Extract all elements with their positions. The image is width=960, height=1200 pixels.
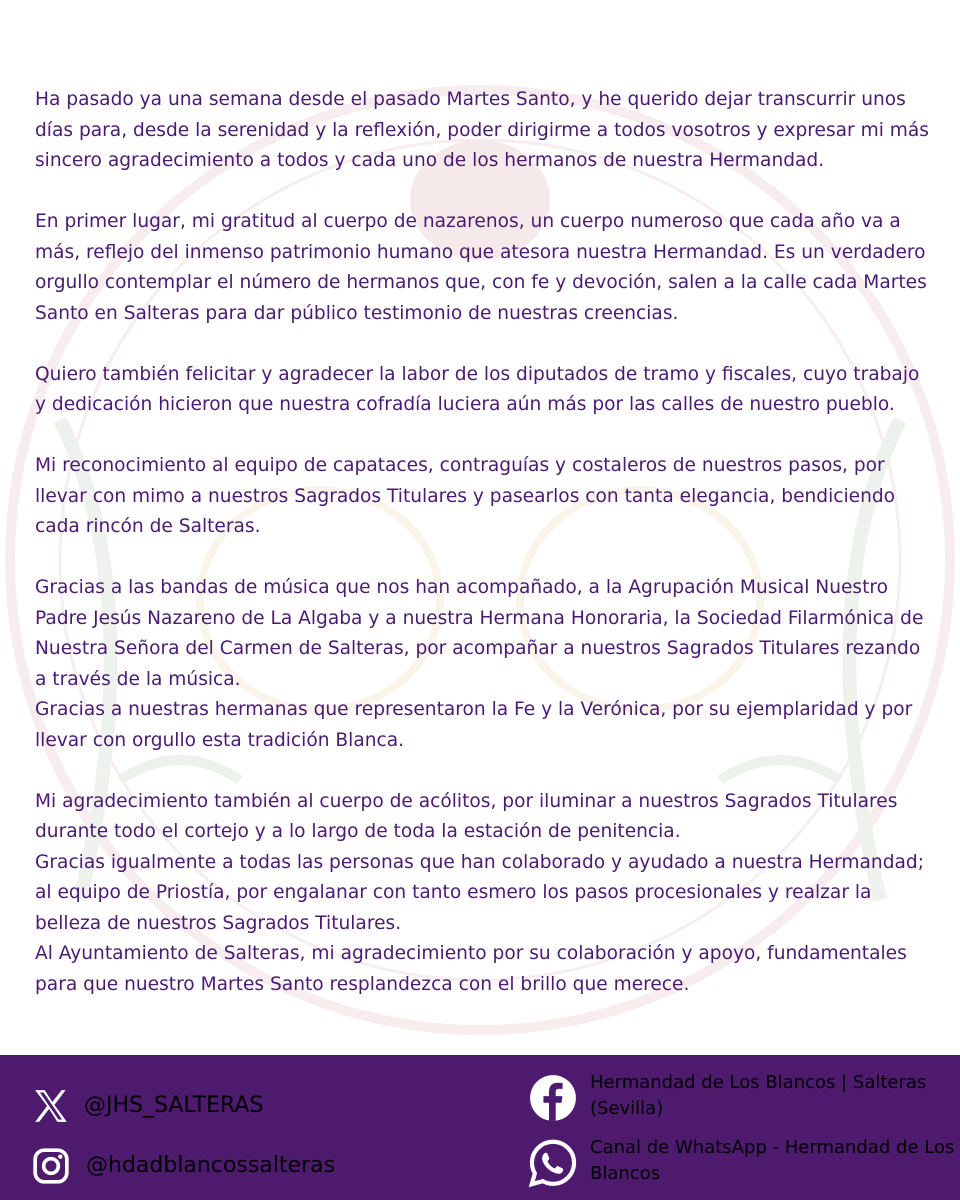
facebook-icon xyxy=(528,1072,578,1124)
paragraph-bandas: Gracias a las bandas de música que nos han acompañado, a la Agrupación Musical Nuestro Padre Jesús Nazareno de La Algaba y a nuestra Hermana Honoraria, la Sociedad Filarmónica de Nuestra Señora del Carmen de Salteras, por acompañar a nuestros Sagrados Titulares rezando a través de la música. xyxy=(35,577,924,690)
paragraph-hermanas: Gracias a nuestras hermanas que representaron la Fe y la Verónica, por su ejemplaridad y por llevar con orgullo esta tradición Blanca. xyxy=(35,699,913,751)
facebook-page-name: Hermandad de Los Blancos | Salteras (Sevilla) xyxy=(590,1072,927,1119)
x-account-link[interactable] xyxy=(30,1085,263,1127)
paragraph-intro: Ha pasado ya una semana desde el pasado Martes Santo, y he querido dejar transcurrir unos días para, desde la serenidad y la reflexión, poder dirigirme a todos vosotros y expresar mi más sincero agradecimiento a todos y cada uno de los hermanos de nuestra Hermandad. xyxy=(35,89,929,171)
paragraph-nazarenos: En primer lugar, mi gratitud al cuerpo de nazarenos, un cuerpo numeroso que cada año va a más, reflejo del inmenso patrimonio humano que atesora nuestra Hermandad. Es un verdadero orgullo contemplar el número de hermanos que, con fe y devoción, salen a la calle cada Martes Santo en Salteras para dar público testimonio de nuestras creencias. xyxy=(35,211,927,324)
paragraph-capataces: Mi reconocimiento al equipo de capataces, contraguías y costaleros de nuestros pasos, por llevar con mimo a nuestros Sagrados Titulares y pasearlos con tanta elegancia, bendiciendo cada rincón de Salteras. xyxy=(35,455,896,537)
instagram-icon xyxy=(30,1145,72,1187)
paragraph-ayuntamiento: Al Ayuntamiento de Salteras, mi agradecimiento por su colaboración y apoyo, fundamentales para que nuestro Martes Santo resplandezca con el brillo que merece. xyxy=(35,943,907,995)
instagram-handle: @hdadblancossalteras xyxy=(86,1153,336,1178)
whatsapp-icon xyxy=(528,1137,578,1189)
whatsapp-channel-link[interactable] xyxy=(528,1135,958,1189)
paragraph-diputados: Quiero también felicitar y agradecer la labor de los diputados de tramo y fiscales, cuyo trabajo y dedicación hicieron que nuestra cofradía luciera aún más por las calles de nuestro pueblo. xyxy=(35,363,920,415)
whatsapp-channel-name: Canal de WhatsApp - Hermandad de Los Blancos xyxy=(590,1137,955,1184)
letter-body xyxy=(35,85,930,1000)
paragraph-priostia: Gracias igualmente a todas las personas que han colaborado y ayudado a nuestra Hermandad; al equipo de Priostía, por engalanar con tanto esmero los pasos procesionales y realzar la belleza de nuestros Sagrados Titulares. xyxy=(35,851,924,934)
facebook-page-link[interactable] xyxy=(528,1070,958,1124)
x-handle: @JHS_SALTERAS xyxy=(84,1093,264,1118)
x-logo-icon xyxy=(30,1085,72,1127)
paragraph-acolitos: Mi agradecimiento también al cuerpo de acólitos, por iluminar a nuestros Sagrados Titulares durante todo el cortejo y a lo largo de toda la estación de penitencia. xyxy=(35,790,898,842)
instagram-account-link[interactable] xyxy=(30,1145,335,1187)
